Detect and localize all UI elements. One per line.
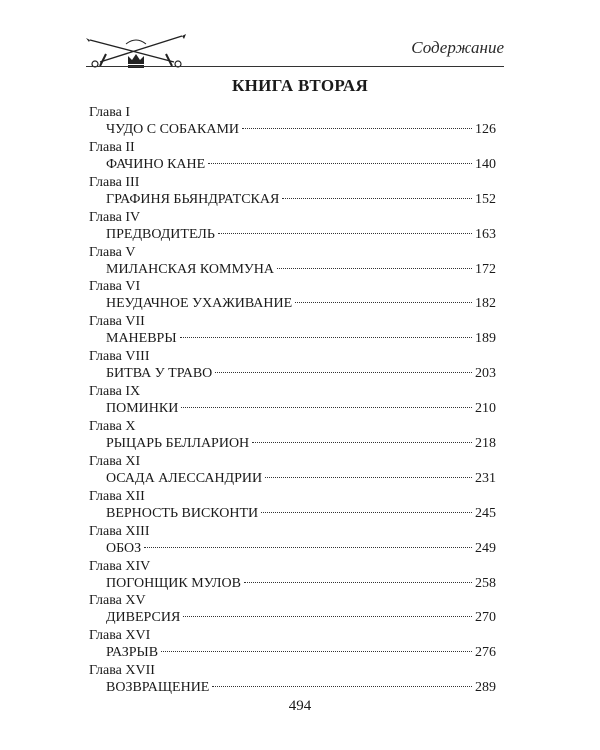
chapter-title: РАЗРЫВ [106,645,159,661]
chapter-label: Глава XVII [89,663,155,679]
toc-entry[interactable] [86,139,496,174]
chapter-label: Глава IV [89,209,141,225]
chapter-title: ВОЗВРАЩЕНИЕ [106,680,210,696]
toc-entry[interactable] [86,278,496,313]
chapter-title: ВЕРНОСТЬ ВИСКОНТИ [106,505,259,521]
dot-leader [161,651,472,652]
dot-leader [144,547,472,548]
chapter-title: ПОМИНКИ [106,401,179,417]
dot-leader [244,582,472,583]
chapter-label: Глава XV [89,593,146,609]
page-number: 172 [475,261,496,277]
toc-entry[interactable] [86,627,496,662]
chapter-label: Глава III [89,174,140,190]
chapter-title: НЕУДАЧНОЕ УХАЖИВАНИЕ [106,296,293,312]
chapter-label: Глава X [89,419,136,435]
header-rule [86,66,504,67]
dot-leader [180,337,472,338]
toc-entry[interactable] [86,313,496,348]
dot-leader [295,302,472,303]
chapter-label: Глава XVI [89,628,151,644]
crossed-swords-crown-emblem-icon [86,26,186,76]
page-number: 163 [475,226,496,242]
page-number: 182 [475,296,496,312]
page-number: 140 [475,156,496,172]
chapter-label: Глава XIII [89,523,150,539]
chapter-label: Глава II [89,139,135,155]
chapter-title: ОБОЗ [106,540,142,556]
page-number: 245 [475,505,496,521]
dot-leader [282,198,472,199]
dot-leader [242,128,472,129]
toc-entry[interactable] [86,592,496,627]
chapter-label: Глава XIV [89,558,151,574]
page-number: 258 [475,575,496,591]
page-number: 276 [475,645,496,661]
chapter-title: БИТВА У ТРАВО [106,366,213,382]
chapter-title: ДИВЕРСИЯ [106,610,181,626]
dot-leader [181,407,472,408]
dot-leader [265,477,472,478]
dot-leader [215,372,472,373]
dot-leader [252,442,472,443]
dot-leader [261,512,472,513]
page-folio: 494 [288,698,312,714]
table-of-contents [86,104,496,697]
page-number: 203 [475,366,496,382]
toc-entry[interactable] [86,244,496,279]
chapter-label: Глава XII [89,488,145,504]
dot-leader [183,616,472,617]
chapter-title: МИЛАНСКАЯ КОММУНА [106,261,275,277]
chapter-title: ПОГОНЩИК МУЛОВ [106,575,241,591]
chapter-label: Глава V [89,244,136,260]
page-number: 270 [475,610,496,626]
dot-leader [277,268,472,269]
page-number: 189 [475,331,496,347]
chapter-title: ПРЕДВОДИТЕЛЬ [106,226,215,242]
chapter-label: Глава IX [89,384,141,400]
toc-entry[interactable] [86,348,496,383]
toc-entry[interactable] [86,488,496,523]
toc-entry[interactable] [86,383,496,418]
chapter-label: Глава VIII [89,349,150,365]
toc-entry[interactable] [86,523,496,558]
page-number: 210 [475,401,496,417]
page-number: 231 [475,470,496,486]
dot-leader [208,163,472,164]
toc-entry[interactable] [86,104,496,139]
dot-leader [212,686,472,687]
dot-leader [218,233,472,234]
chapter-title: ФАЧИНО КАНЕ [106,156,206,172]
chapter-title: РЫЦАРЬ БЕЛЛАРИОН [106,436,250,452]
toc-entry[interactable] [86,418,496,453]
page-number: 249 [475,540,496,556]
chapter-title: ГРАФИНЯ БЬЯНДРАТСКАЯ [106,191,280,207]
chapter-label: Глава I [89,105,131,120]
page-number: 218 [475,436,496,452]
chapter-label: Глава VII [89,314,145,330]
running-head: Содержание [411,38,504,57]
page-number: 152 [475,191,496,207]
toc-entry[interactable] [86,209,496,244]
page-number: 126 [475,122,496,137]
toc-entry[interactable] [86,662,496,697]
chapter-label: Глава XI [89,453,141,469]
toc-entry[interactable] [86,453,496,488]
toc-entry[interactable] [86,174,496,209]
chapter-label: Глава VI [89,279,141,295]
toc-entry[interactable] [86,558,496,593]
book-title: КНИГА ВТОРАЯ [231,76,369,95]
page-number: 289 [475,680,496,696]
chapter-title: ЧУДО С СОБАКАМИ [106,122,240,137]
chapter-title: ОСАДА АЛЕССАНДРИИ [106,470,263,486]
chapter-title: МАНЕВРЫ [106,331,177,347]
